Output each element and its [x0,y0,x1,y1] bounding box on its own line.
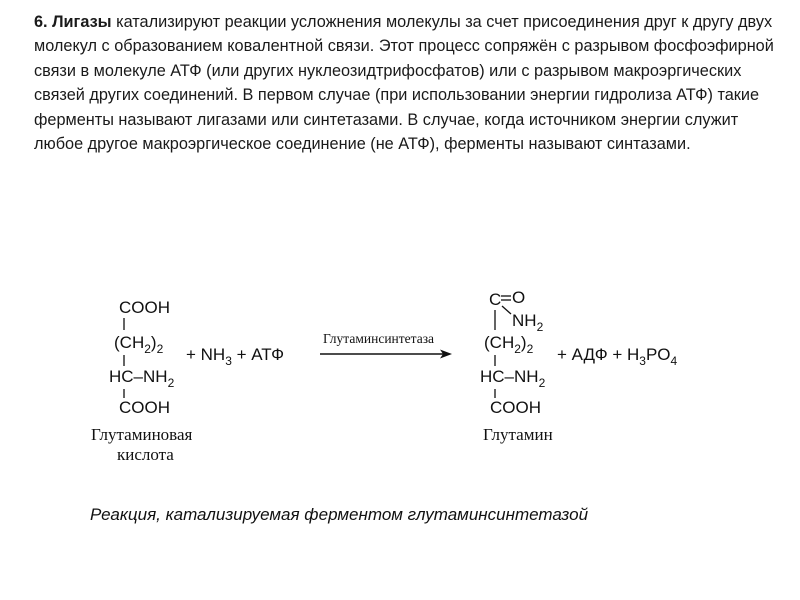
reactant-name-line1: Глутаминовая [91,425,193,444]
product-o: O [512,288,526,307]
enzyme-label: Глутаминсинтетаза [323,331,435,346]
reactant-cooh-top: COOH [119,298,170,317]
reactant-hc-nh2: $HC-NH_2$ [109,367,175,390]
product-hc-nh2: $HC-NH_2$ [480,367,546,390]
product-ch2: $(CH_2)_2$ [484,333,534,356]
reactant-name-line2: кислота [117,445,174,464]
product-nh2: $NH_2$ [512,311,544,334]
product-c: C [489,290,502,309]
product-name: Глутамин [483,425,553,444]
paragraph-heading: 6. Лигазы [34,13,112,31]
reactant-cooh-bottom: COOH [119,398,170,417]
byproducts: + АДФ + $H_3PO_4$ [557,345,678,368]
paragraph-body: катализируют реакции усложнения молекулы за счет присоединения друг к другу двух молекул с образованием ковалентной связи. Этот процесс сопряжён с разрывом фосфоэфирной связи в молекуле АТФ (или других нуклеозидтрифосфатов) или с разрывом макроэргических связей других соединений. В первом случае (при использовании энергии гидролиза АТФ) такие ферменты называют лигазами или синтетазами. В случае, когда источником энергии служит любое другое макроэргическое соединение (не АТФ), ферменты называют синтазами. [34,13,774,154]
reagents: + $NH_3$ + АТФ [186,345,285,368]
product-amide-bond [502,306,511,314]
figure-caption: Реакция, катализируемая ферментом глутаминсинтетазой [90,505,589,524]
reactant-ch2: $(CH_2)_2$ [114,333,164,356]
product-cooh-bottom: COOH [490,398,541,417]
